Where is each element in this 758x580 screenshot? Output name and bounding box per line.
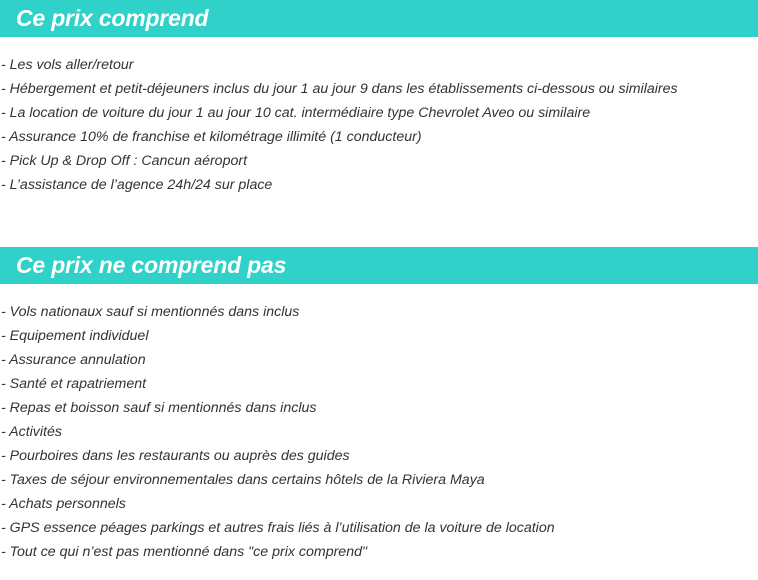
excluded-item: - Assurance annulation: [1, 352, 146, 368]
included-section-title: Ce prix comprend: [16, 5, 209, 31]
excluded-item: - Repas et boisson sauf si mentionnés dans inclus: [1, 400, 317, 416]
excluded-item: - Vols nationaux sauf si mentionnés dans inclus: [1, 304, 300, 320]
excluded-list: [1, 300, 555, 564]
excluded-item: - Tout ce qui n’est pas mentionné dans "ce prix comprend": [1, 544, 368, 560]
excluded-item: - Achats personnels: [1, 496, 126, 512]
excluded-item: - Santé et rapatriement: [1, 376, 147, 392]
excluded-item: - GPS essence péages parkings et autres frais liés à l’utilisation de la voiture de location: [1, 520, 555, 536]
included-item: - L’assistance de l’agence 24h/24 sur place: [1, 177, 273, 193]
included-section-header: [0, 0, 758, 37]
included-item: - Assurance 10% de franchise et kilométrage illimité (1 conducteur): [1, 129, 422, 145]
excluded-item: - Activités: [1, 424, 62, 440]
excluded-item: - Taxes de séjour environnementales dans certains hôtels de la Riviera Maya: [1, 472, 485, 488]
excluded-item: - Equipement individuel: [1, 328, 149, 344]
included-item: - Pick Up & Drop Off : Cancun aéroport: [1, 153, 248, 169]
excluded-section-header: [0, 247, 758, 284]
included-item: - Les vols aller/retour: [1, 57, 134, 73]
included-item: - Hébergement et petit-déjeuners inclus du jour 1 au jour 9 dans les établissements ci-dessous ou similaires: [1, 81, 678, 97]
excluded-item: - Pourboires dans les restaurants ou auprès des guides: [1, 448, 350, 464]
included-item: - La location de voiture du jour 1 au jour 10 cat. intermédiaire type Chevrolet Aveo ou similaire: [1, 105, 591, 121]
excluded-section-title: Ce prix ne comprend pas: [16, 252, 287, 278]
included-list: [1, 53, 678, 197]
